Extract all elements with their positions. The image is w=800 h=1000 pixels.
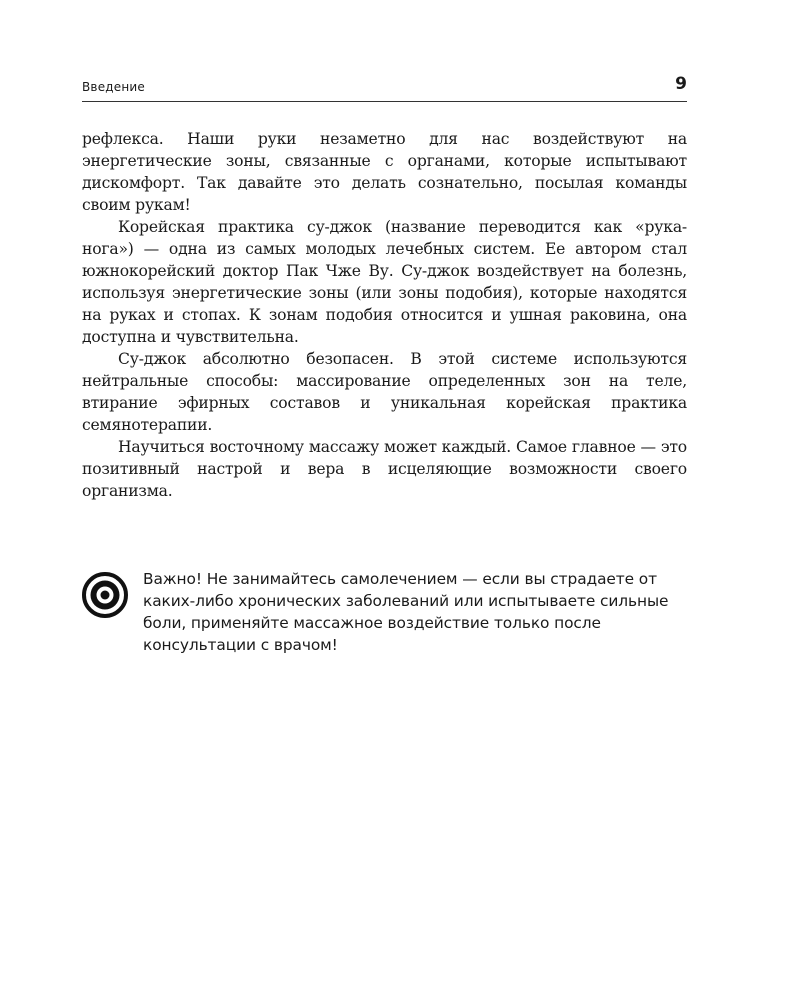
- important-notice: [82, 568, 687, 668]
- body-text: [82, 128, 687, 502]
- page-header: [82, 74, 687, 100]
- paragraph: Су-джок абсолютно безопасен. В этой системе используются нейтральные способы: массирование определенных зон на теле, втирание эфирных составов и уникальная корейская практика семянотерапии.: [82, 350, 687, 434]
- paragraph: рефлекса. Наши руки незаметно для нас воздействуют на энергетические зоны, связанные с органами, которые испытывают дискомфорт. Так давайте это делать сознательно, посылая команды своим рукам!: [82, 130, 687, 214]
- target-icon: [82, 572, 128, 618]
- paragraph: Корейская практика су-джок (название переводится как «рука-нога») — одна из самых молодых лечебных систем. Ее автором стал южнокорейский доктор Пак Чже Ву. Су-джок воздействует на болезнь, используя энергетические зоны (или зоны подобия), которые находятся на руках и стопах. К зонам подобия относится и ушная раковина, она доступна и чувствительна.: [82, 218, 687, 346]
- paragraph: Научиться восточному массажу может каждый. Самое главное — это позитивный настрой и вера в исцеляющие возможности своего организма.: [82, 438, 687, 500]
- running-title: Введение: [82, 80, 145, 94]
- notice-text: Важно! Не занимайтесь самолечением — если вы страдаете от каких-либо хронических заболеваний или испытываете сильные боли, применяйте массажное воздействие только после консультации с врачом!: [143, 570, 669, 654]
- page-number: 9: [675, 74, 687, 94]
- header-divider: [82, 101, 687, 102]
